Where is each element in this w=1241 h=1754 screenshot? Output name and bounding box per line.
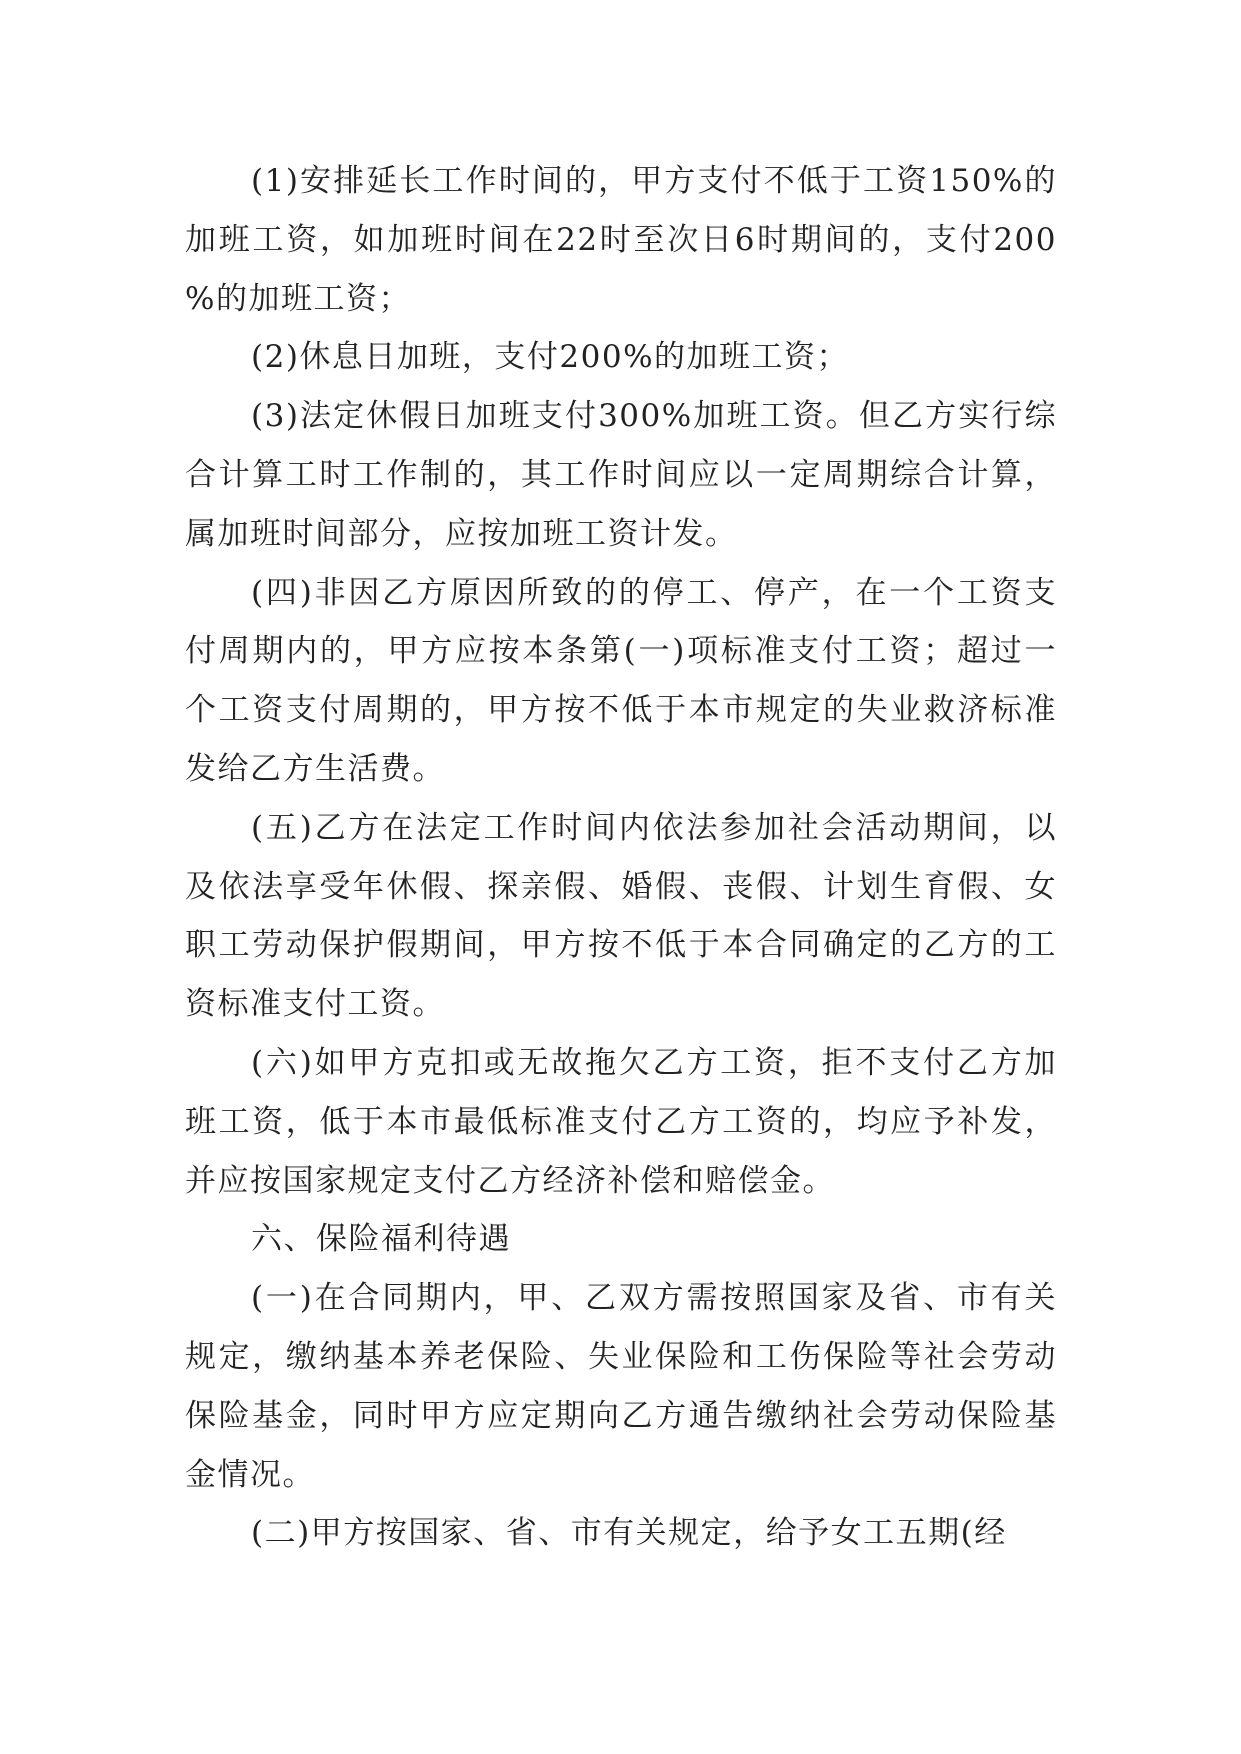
paragraph-social-insurance: (一)在合同期内，甲、乙双方需按照国家及省、市有关规定，缴纳基本养老保险、失业保险和工伤保险等社会劳动保险基金，同时甲方应定期向乙方通告缴纳社会劳动保险基金情况。 xyxy=(185,1280,1057,1493)
paragraph-work-stoppage-pay: (四)非因乙方原因所致的的停工、停产，在一个工资支付周期内的，甲方应按本条第(一)项标准支付工资；超过一个工资支付周期的，甲方按不低于本市规定的失业救济标准发给乙方生活费。 xyxy=(185,574,1057,787)
section-heading-insurance-benefits: 六、保险福利待遇 xyxy=(251,1221,511,1258)
paragraph-overtime-statutory-holiday: (3)法定休假日加班支付300%加班工资。但乙方实行综合计算工时工作制的，其工作时间应以一定周期综合计算，属加班时间部分，应按加班工资计发。 xyxy=(185,398,1057,552)
paragraph-wage-deduction-remedy: (六)如甲方克扣或无故拖欠乙方工资，拒不支付乙方加班工资，低于本市最低标准支付乙方工资的，均应予补发，并应按国家规定支付乙方经济补偿和赔偿金。 xyxy=(185,1044,1057,1199)
paragraph-female-worker-protection: (二)甲方按国家、省、市有关规定，给予女工五期(经 xyxy=(251,1515,1007,1552)
paragraph-overtime-rest-day: (2)休息日加班，支付200%的加班工资； xyxy=(251,339,850,376)
paragraph-leave-period-pay: (五)乙方在法定工作时间内依法参加社会活动期间，以及依法享受年休假、探亲假、婚假、丧假、计划生育假、女职工劳动保护假期间，甲方按不低于本合同确定的乙方的工资标准支付工资。 xyxy=(185,809,1057,1023)
document-body xyxy=(185,152,1057,1563)
paragraph-overtime-extended-hours: (1)安排延长工作时间的，甲方支付不低于工资150%的加班工资，如加班时间在22时至次日6时期间的，支付200%的加班工资； xyxy=(185,163,1057,317)
